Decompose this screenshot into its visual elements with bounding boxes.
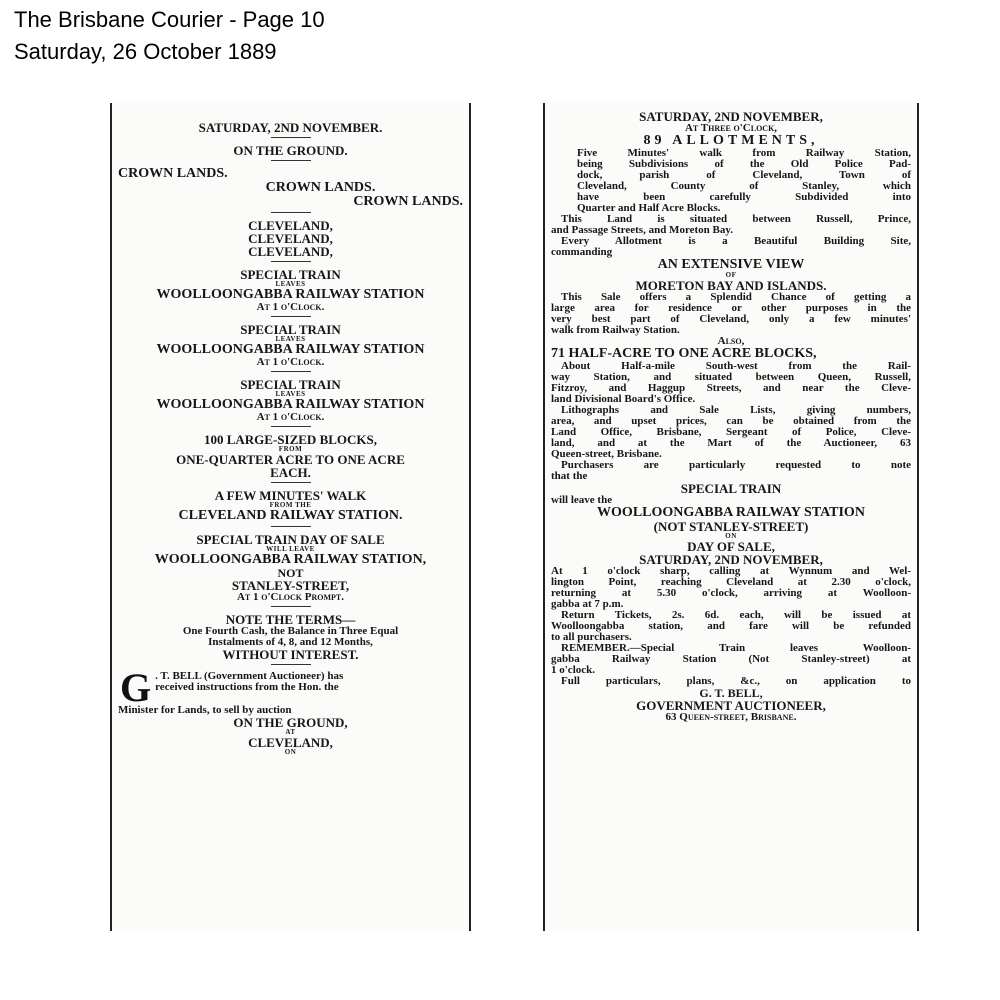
three-oclock-line: At Three o'Clock, [684, 122, 778, 134]
sale-day-train-heading: SPECIAL TRAIN DAY OF SALE [196, 532, 385, 547]
divider [271, 212, 311, 213]
cleveland-line-3: CLEVELAND, [248, 244, 333, 259]
special-train-3-time: At 1 o'Clock. [256, 411, 325, 423]
on-label: ON [284, 748, 297, 756]
para9-line1: Return Tickets, 2s. 6d. each, will be issued at [561, 609, 911, 621]
bell-signature: G. T. BELL, [699, 686, 763, 700]
divider [271, 606, 311, 607]
para8-line3: returning at 5.30 o'clock, arriving at Woolloon- [551, 587, 911, 599]
terms-line-1: One Fourth Cash, the Balance in Three Equal [182, 625, 399, 637]
special-train-1-station: WOOLLOONGABBA RAILWAY STATION [156, 287, 425, 302]
on-the-ground-line: ON THE GROUND, [233, 715, 348, 730]
special-train-2-leaves: LEAVES [275, 335, 306, 343]
moreton-bay-heading: MORETON BAY AND ISLANDS. [635, 278, 827, 293]
para9-line2: Woolloongabba station, and fare will be refunded [551, 620, 911, 632]
para1-line4: Cleveland, County of Stanley, which [577, 180, 911, 192]
para7-line2: that the [551, 470, 588, 482]
on-the-ground-heading: ON THE GROUND. [233, 143, 348, 158]
page-caption-date: Saturday, 26 October 1889 [14, 39, 277, 64]
para6-line1: Lithographs and Sale Lists, giving numbers, [561, 404, 911, 416]
address-line: 63 Queen-street, Brisbane. [665, 711, 797, 723]
right-newspaper-column [543, 103, 919, 931]
day-of-sale-heading: DAY OF SALE, [687, 539, 775, 554]
para6-line4: land, and at the Mart of the Auctioneer, 63 [551, 437, 911, 449]
bell-line-3: Minister for Lands, to sell by auction [118, 704, 292, 716]
will-leave-label: WILL LEAVE [266, 545, 315, 553]
divider [271, 426, 311, 427]
crown-lands-line-1: CROWN LANDS. [118, 166, 228, 181]
para5-line4: land Divisional Board's Office. [551, 393, 696, 405]
crown-lands-line-3: CROWN LANDS. [353, 194, 463, 209]
para6-line2: area, and upset prices, can be obtained from the [551, 415, 911, 427]
para1-line5: have been carefully Subdivided into [577, 191, 911, 203]
divider [271, 160, 311, 161]
bell-paragraph [118, 671, 463, 716]
para8-line2: lington Point, reaching Cleveland at 2.30 o'clock, [551, 576, 911, 588]
para7-line1: Purchasers are particularly requested to note [561, 459, 911, 471]
para2-line2: and Passage Streets, and Moreton Bay. [551, 224, 734, 236]
terms-line-3: WITHOUT INTEREST. [222, 647, 359, 662]
left-date-heading: SATURDAY, 2ND NOVEMBER. [198, 120, 383, 135]
cleveland-station-line: CLEVELAND RAILWAY STATION. [178, 508, 403, 523]
para8-line4: gabba at 7 p.m. [551, 598, 624, 610]
quarter-acre-line: ONE-QUARTER ACRE TO ONE ACRE [176, 452, 405, 467]
woolloongabba-heading: WOOLLOONGABBA RAILWAY STATION [597, 505, 865, 520]
special-train-1-time: At 1 o'Clock. [256, 301, 325, 313]
divider [271, 261, 311, 262]
not-label: NOT [277, 566, 304, 580]
special-train-1-leaves: LEAVES [275, 280, 306, 288]
divider [271, 371, 311, 372]
crown-lands-line-2: CROWN LANDS. [265, 180, 376, 195]
also-label: Also, [717, 335, 745, 347]
para1-line1: Five Minutes' walk from Railway Station, [577, 147, 911, 159]
para6-line5: Queen-street, Brisbane. [551, 448, 662, 460]
para5-line3: Fitzroy, and Haggup Streets, and near the Cleve- [551, 382, 911, 394]
large-blocks-heading: 100 LARGE-SIZED BLOCKS, [203, 432, 377, 447]
bell-line-2: received instructions from the Hon. the [155, 681, 339, 693]
allotments-heading: 89 ALLOTMENTS, [643, 133, 819, 148]
left-newspaper-column [110, 103, 471, 931]
para8-line1: At 1 o'clock sharp, calling at Wynnum and Wel- [551, 565, 911, 577]
para10-line3: 1 o'clock. [551, 664, 595, 676]
divider [271, 664, 311, 665]
special-train-2-title: SPECIAL TRAIN [240, 322, 341, 337]
of-label: OF [725, 271, 737, 279]
stanley-street-line: STANLEY-STREET, [231, 578, 350, 593]
will-leave-line: will leave the [551, 494, 613, 506]
at-label: AT [285, 728, 296, 736]
para6-line3: Land Office, Brisbane, Sergeant of Police, Cleve- [551, 426, 911, 438]
para11-line1: Full particulars, plans, &c., on application to [561, 675, 911, 687]
divider [271, 316, 311, 317]
cleveland-end-line: CLEVELAND, [248, 735, 333, 750]
para10-line2: gabba Railway Station (Not Stanley-street) at [551, 653, 911, 665]
cleveland-line-1: CLEVELAND, [248, 218, 333, 233]
saturday-line: SATURDAY, 2ND NOVEMBER, [639, 552, 823, 567]
para10-line1: REMEMBER.—Special Train leaves Woolloon- [561, 642, 911, 654]
half-acre-heading: 71 HALF-ACRE TO ONE ACRE BLOCKS, [551, 346, 817, 361]
each-line: EACH. [270, 465, 311, 480]
special-train-2-station: WOOLLOONGABBA RAILWAY STATION [156, 342, 425, 357]
para1-line3: dock, parish of Cleveland, Town of [577, 169, 911, 181]
from-the-label: FROM THE [269, 501, 312, 509]
not-stanley-line: (NOT STANLEY-STREET) [653, 519, 809, 534]
extensive-view-heading: AN EXTENSIVE VIEW [657, 257, 805, 272]
right-date-heading: SATURDAY, 2ND NOVEMBER, [639, 109, 823, 124]
special-train-3-station: WOOLLOONGABBA RAILWAY STATION [156, 397, 425, 412]
on-label: ON [725, 532, 737, 540]
special-train-3-leaves: LEAVES [275, 390, 306, 398]
bell-line-1: . T. BELL (Government Auctioneer) has [155, 671, 344, 682]
woolloongabba-station-line: WOOLLOONGABBA RAILWAY STATION, [154, 552, 427, 567]
para3-line1: Every Allotment is a Beautiful Building Site, [561, 235, 911, 247]
special-train-2-time: At 1 o'Clock. [256, 356, 325, 368]
para4-line1: This Sale offers a Splendid Chance of getting a [561, 291, 911, 303]
special-train-heading: SPECIAL TRAIN [680, 481, 782, 496]
divider [271, 526, 311, 527]
para1-line2: being Subdivisions of the Old Police Pad- [577, 158, 911, 170]
prompt-time-line: At 1 o'Clock Prompt. [236, 591, 345, 603]
drop-cap-letter: G [120, 671, 152, 710]
para4-line2: large area for residence or other purposes in the [551, 302, 911, 314]
few-minutes-walk-heading: A FEW MINUTES' WALK [214, 488, 367, 503]
para2-line1: This Land is situated between Russell, Prince, [561, 213, 911, 225]
para1-line6: Quarter and Half Acre Blocks. [577, 202, 721, 214]
para4-line3: very best part of Cleveland, only a few minutes' [551, 313, 911, 325]
note-terms-heading: NOTE THE TERMS— [225, 612, 356, 627]
special-train-1-title: SPECIAL TRAIN [240, 267, 341, 282]
para5-line1: About Half-a-mile South-west from the Rail- [561, 360, 911, 372]
para9-line3: to all purchasers. [551, 631, 632, 643]
special-train-3-title: SPECIAL TRAIN [240, 377, 341, 392]
para5-line2: way Station, and situated between Queen, Russell, [551, 371, 911, 383]
from-label: FROM [278, 445, 303, 453]
cleveland-line-2: CLEVELAND, [248, 231, 333, 246]
para3-line2: commanding [551, 246, 613, 258]
divider [271, 482, 311, 483]
terms-line-2: Instalments of 4, 8, and 12 Months, [208, 636, 373, 648]
government-auctioneer-line: GOVERNMENT AUCTIONEER, [636, 698, 826, 713]
divider [271, 137, 311, 138]
page-caption-title: The Brisbane Courier - Page 10 [14, 7, 325, 32]
para4-line4: walk from Railway Station. [551, 324, 680, 336]
